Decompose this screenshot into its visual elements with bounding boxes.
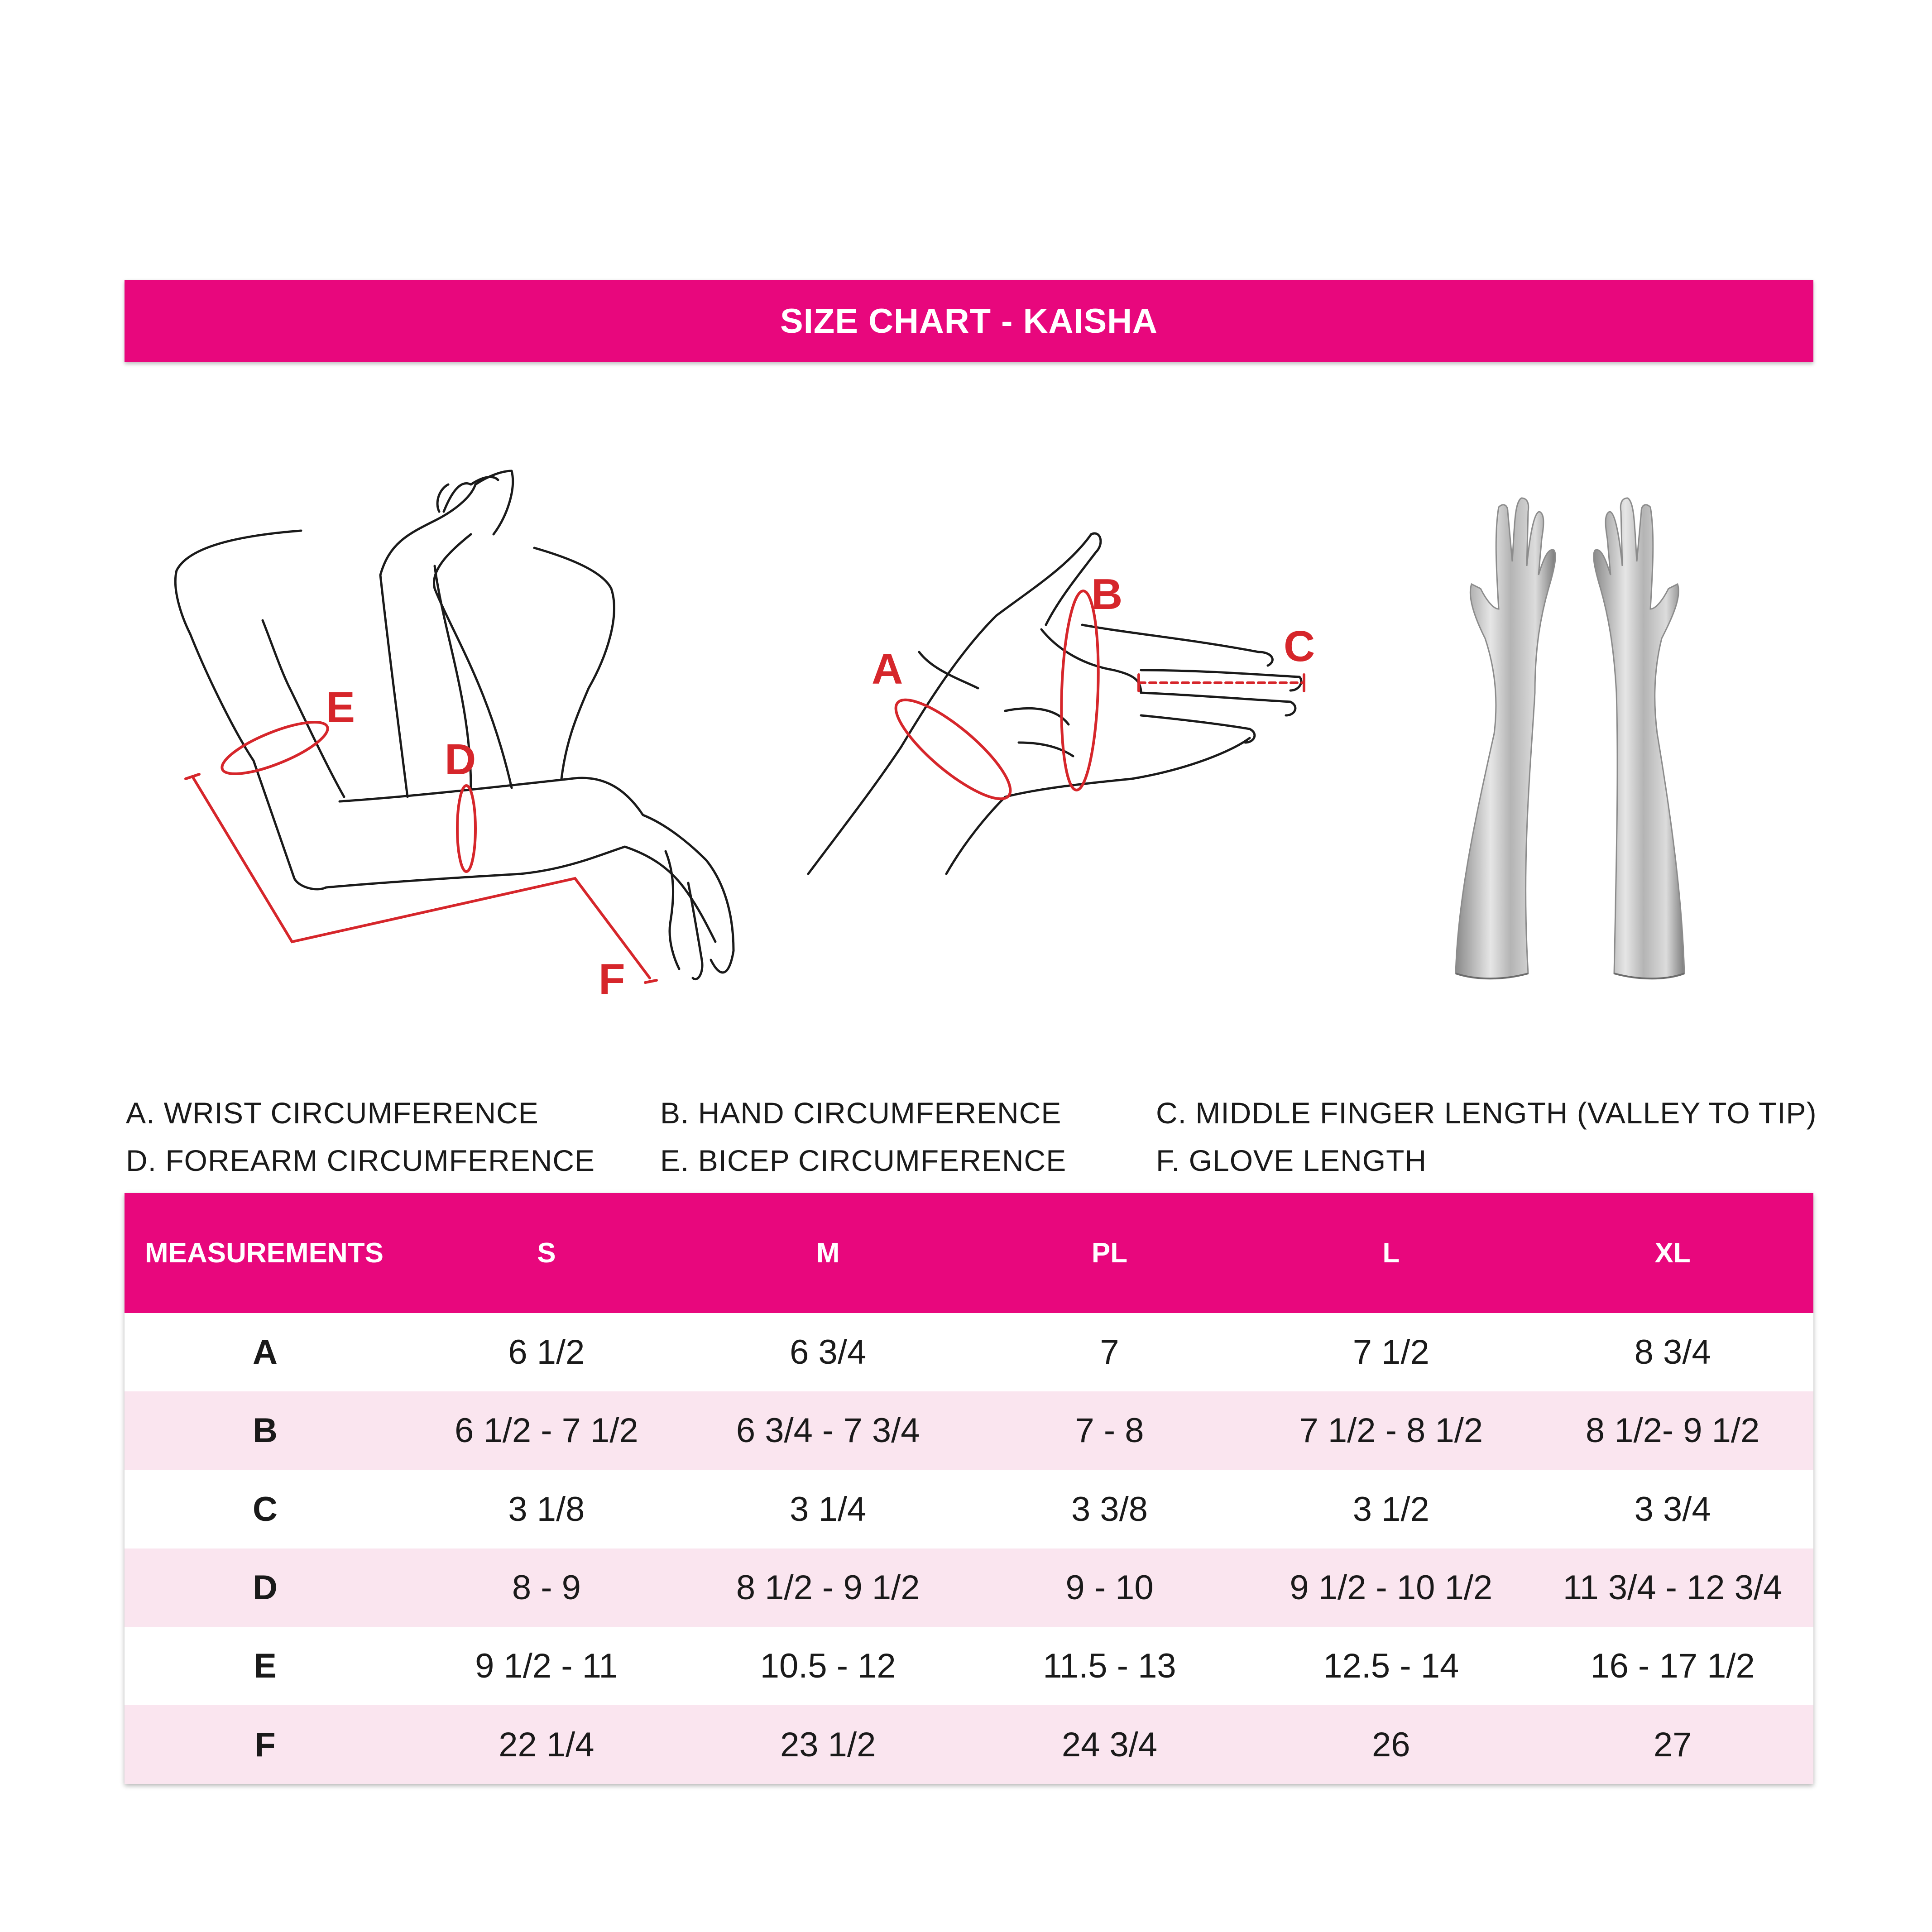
legend-item-d: D. FOREARM CIRCUMFERENCE [126,1144,595,1177]
left-glove [1456,498,1555,978]
table-row-b [125,1391,1813,1470]
table-cell: 11 3/4 - 12 3/4 [1563,1568,1783,1607]
label-c: C [1284,622,1315,671]
legend-item-c: C. MIDDLE FINGER LENGTH (VALLEY TO TIP) [1156,1096,1817,1130]
table-row-d [125,1548,1813,1627]
table-cell: 10.5 - 12 [760,1647,896,1686]
table-cell: 8 1/2- 9 1/2 [1585,1411,1760,1450]
label-a: A [872,645,903,693]
title-bar [125,280,1813,362]
table-cell: 9 - 10 [1065,1568,1154,1607]
table-row-c [125,1470,1813,1548]
table-cell: 7 1/2 - 8 1/2 [1299,1411,1483,1450]
legend-item-b: B. HAND CIRCUMFERENCE [660,1096,1062,1130]
table-cell: 12.5 - 14 [1323,1647,1459,1686]
table-cell: 9 1/2 - 11 [475,1647,618,1686]
row-label: A [253,1333,278,1372]
table-header [125,1193,1813,1313]
table-cell: 24 3/4 [1061,1725,1158,1764]
size-table [125,1193,1813,1784]
label-d: D [445,735,476,784]
table-cell: 8 - 9 [512,1568,581,1607]
header-size-l: L [1382,1237,1400,1269]
table-cell: 6 1/2 - 7 1/2 [455,1411,638,1450]
table-cell: 23 1/2 [780,1725,876,1764]
row-label: D [253,1568,278,1607]
table-cell: 7 - 8 [1075,1411,1144,1450]
label-f: F [599,955,625,1003]
header-size-s: S [537,1237,556,1269]
table-cell: 6 3/4 [790,1333,867,1372]
arm-illustration [163,462,752,1005]
table-cell: 7 1/2 [1352,1333,1429,1372]
right-glove [1594,498,1684,978]
header-size-m: M [816,1237,840,1269]
header-size-pl: PL [1091,1237,1128,1269]
table-cell: 16 - 17 1/2 [1590,1647,1755,1686]
table-cell: 7 [1100,1333,1119,1372]
arm-drawing [163,462,752,1005]
table-cell: 3 3/4 [1634,1490,1711,1529]
row-label: E [254,1647,277,1686]
table-cell: 8 3/4 [1634,1333,1711,1372]
table-cell: 9 1/2 - 10 1/2 [1290,1568,1493,1607]
label-e: E [326,683,355,732]
page-title: SIZE CHART - KAISHA [780,302,1158,340]
table-cell: 3 1/2 [1352,1490,1429,1529]
table-cell: 8 1/2 - 9 1/2 [736,1568,920,1607]
gloves-product-image [1449,489,1766,987]
gloves-drawing [1449,489,1766,987]
hand-illustration [797,521,1340,883]
legend-item-a: A. WRIST CIRCUMFERENCE [126,1096,539,1130]
table-cell: 3 1/4 [790,1490,867,1529]
label-b: B [1091,570,1123,618]
header-measurements: MEASUREMENTS [145,1237,384,1269]
row-label: B [253,1411,278,1450]
table-cell: 6 1/2 [508,1333,585,1372]
table-cell: 22 1/4 [499,1725,594,1764]
table-cell: 3 3/8 [1071,1490,1148,1529]
legend-item-f: F. GLOVE LENGTH [1156,1144,1427,1177]
table-row-f [125,1705,1813,1783]
table-cell: 26 [1372,1725,1410,1764]
row-label: F [254,1725,276,1764]
table-row-e [125,1627,1813,1705]
table-cell: 11.5 - 13 [1043,1647,1176,1686]
table-cell: 6 3/4 - 7 3/4 [736,1411,920,1450]
row-label: C [253,1490,278,1529]
table-row-a [125,1313,1813,1391]
legend-item-e: E. BICEP CIRCUMFERENCE [660,1144,1067,1177]
table-cell: 3 1/8 [508,1490,585,1529]
hand-drawing [797,521,1340,883]
table-cell: 27 [1653,1725,1692,1764]
header-size-xl: XL [1654,1237,1691,1269]
